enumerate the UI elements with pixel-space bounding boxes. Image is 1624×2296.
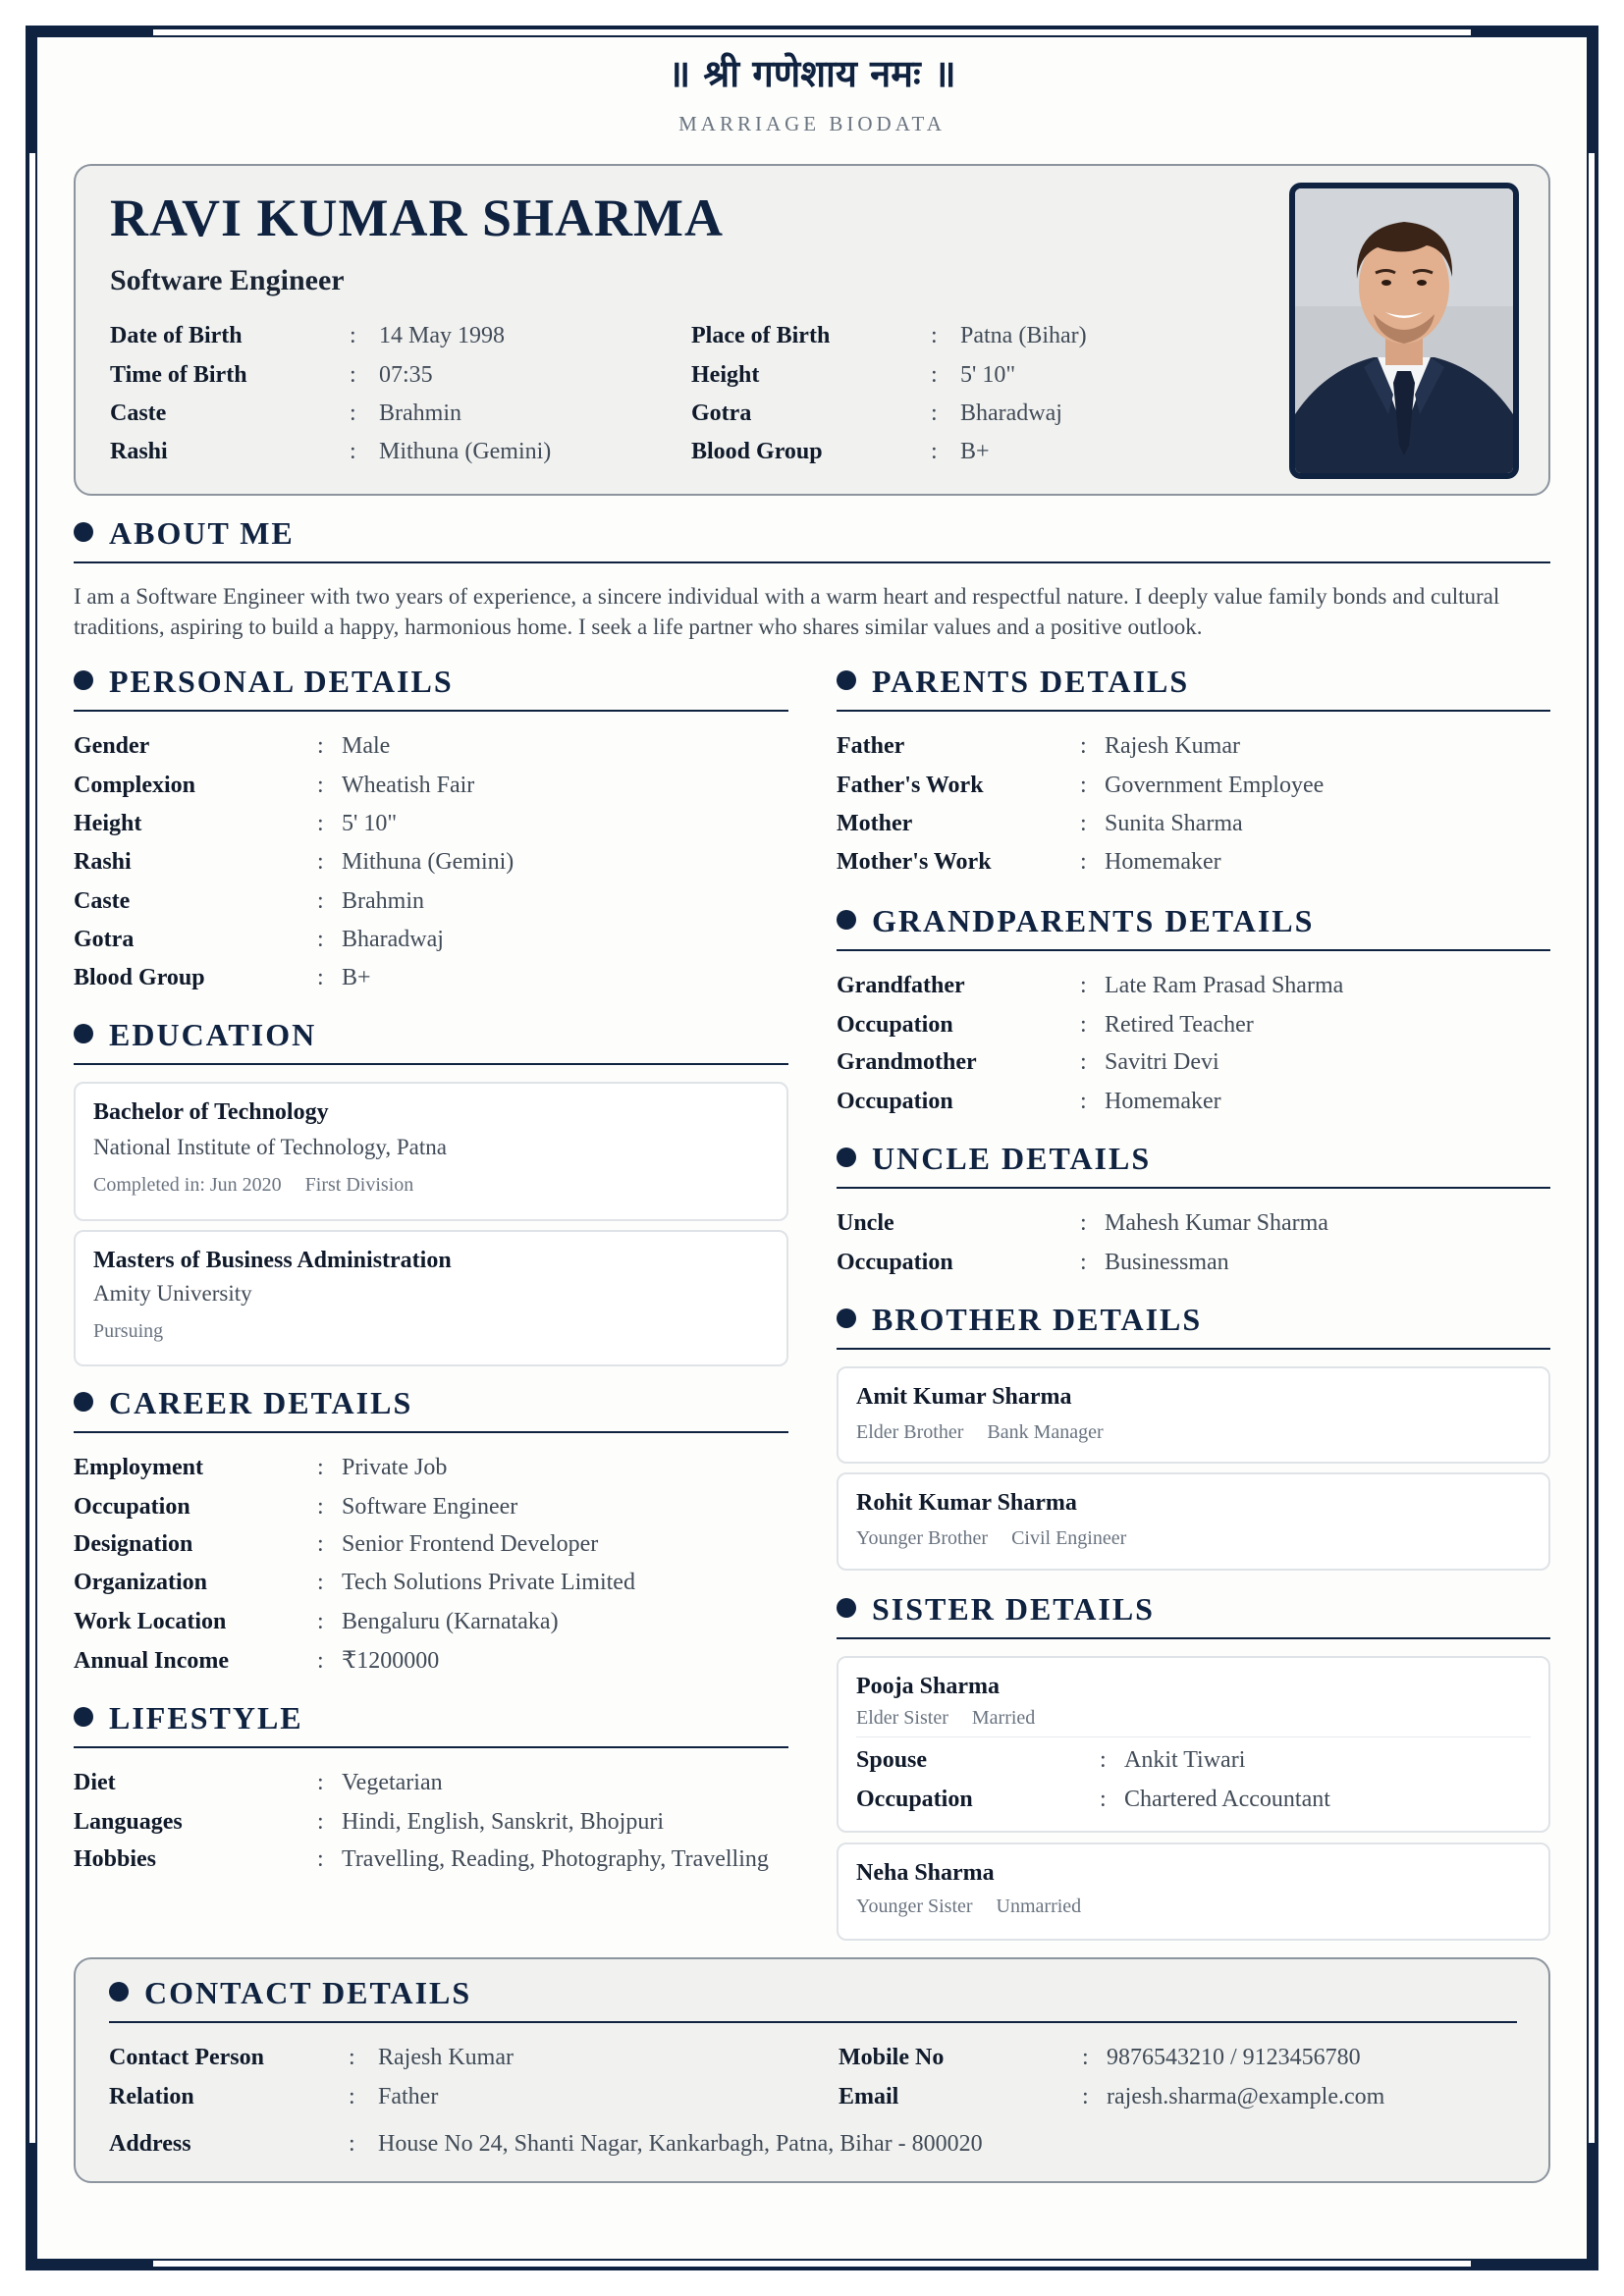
section-divider [74,1431,788,1433]
bullet-icon [74,522,93,542]
address-text: House No 24, Shanti Nagar, Kankarbagh, Patna, Bihar - 800020 [378,2131,983,2157]
field-label: Rashi [110,439,168,464]
bullet-icon [109,1982,129,2002]
section-title-contact: CONTACT DETAILS [109,1975,471,2010]
field-value: 5' 10" [960,362,1016,388]
section-title-about: ABOUT ME [74,515,295,551]
field-value: Bharadwaj [960,400,1062,426]
sibling-name: Pooja Sharma [856,1674,1000,1699]
education-card [74,1082,788,1221]
field-value: 14 May 1998 [379,323,505,348]
profile-photo [1289,183,1519,479]
bullet-icon [837,670,856,690]
section-divider [837,1637,1550,1639]
about-paragraph: I am a Software Engineer with two years of experience, a sincere individual with a warm heart and respectful nature. I deeply value family bonds and cultural traditions, aspiring to build a happy, harmonious home. I seek a life partner who shares similar values and a positive outlook. [74,584,1500,639]
bullet-icon [74,670,93,690]
candidate-name: RAVI KUMAR SHARMA [110,188,725,247]
section-title-lifestyle: LIFESTYLE [74,1700,303,1735]
email-address: rajesh.sharma@example.com [1107,2084,1385,2109]
sibling-meta: Younger Brother Civil Engineer [856,1527,1127,1549]
degree-title: Bachelor of Technology [93,1099,329,1125]
portrait-image [1295,188,1513,473]
corner-ornament [1589,2143,1598,2270]
field-label: Caste [110,400,167,426]
sibling-card [837,1366,1550,1464]
degree-title: Masters of Business Administration [93,1248,452,1273]
section-title-parents: PARENTS DETAILS [837,664,1189,699]
bullet-icon [74,1707,93,1727]
sibling-name: Rohit Kumar Sharma [856,1490,1077,1516]
section-title-uncle: UNCLE DETAILS [837,1141,1151,1176]
section-title-personal: PERSONAL DETAILS [74,664,454,699]
sibling-meta: Elder Sister Married [856,1707,1036,1729]
section-title-brothers: BROTHER DETAILS [837,1302,1202,1337]
section-title-sisters: SISTER DETAILS [837,1591,1155,1627]
section-divider [837,1348,1550,1350]
sibling-card: Pooja Sharma Elder Sister Married Spouse : Ankit Tiwari Occupation : Chartered Accountant [837,1656,1550,1833]
field-value: 07:35 [379,362,433,388]
sibling-card [837,1842,1550,1941]
field-label: Date of Birth [110,323,243,348]
section-divider [74,561,1550,563]
education-meta: Pursuing [93,1320,164,1342]
corner-ornament [1471,2261,1598,2270]
section-divider [74,1746,788,1748]
field-value: Mithuna (Gemini) [379,439,552,464]
bullet-icon [837,1598,856,1618]
field-label: Gotra [691,400,752,426]
field-value: Brahmin [379,400,461,426]
bullet-icon [837,910,856,930]
education-card [74,1230,788,1366]
institute-name: Amity University [93,1281,252,1306]
section-title-grandparents: GRANDPARENTS DETAILS [837,903,1314,938]
section-divider [837,949,1550,951]
field-label: Blood Group [691,439,823,464]
profile-row [110,357,247,393]
section-divider [837,710,1550,712]
corner-ornament [26,2261,153,2270]
contact-card: CONTACT DETAILS Contact Person : Rajesh Kumar Relation : Father Mobile No : 9876543210 / 9123456780 Email : rajesh.sharma@example.com Address : House No 24, Shanti Nagar, Kankarbagh, Patna, Bihar - 800020 [74,1957,1550,2183]
sibling-meta: Elder Brother Bank Manager [856,1421,1104,1443]
bullet-icon [74,1392,93,1412]
section-divider [837,1187,1550,1189]
profile-row [110,434,168,469]
mobile-number: 9876543210 / 9123456780 [1107,2045,1361,2070]
bullet-icon [74,1024,93,1043]
field-value: Patna (Bihar) [960,323,1087,348]
sibling-name: Amit Kumar Sharma [856,1384,1072,1410]
document-subtitle: MARRIAGE BIODATA [678,112,946,135]
biodata-page: ॥ श्री गणेशाय नमः ॥ MARRIAGE BIODATA RAVI KUMAR SHARMA Software Engineer Date of Birth Time of Birth Caste Rashi : : : : 14 May 1998 07:35 Brahmin Mithuna (Gemini) Place of Birth Height Gotra Blood Group : : : : Patna (Bihar) 5' 10" Bharadwaj B+ ABOUT ME I am a Software Engineer with two years of experience, a sincere individual with a warm heart and respectful nature. I deeply value family bonds and cultural traditions, aspiring to build a happy, harmonious home. I seek a life partner who shares similar values and a positive outlook. PERSONAL DETAILS Gender : Male Complexion : Wheatish Fair Height : 5' 10" Rashi : Mithuna (Gemini) Caste : Brahmin Gotra : Bharadwaj Blood Group : B+ EDUCATION Bachelor of Technology National Institute of Technology, Patna Completed in: Jun 2020 First Division Masters of Business Administration Amity University Pursuing CAREER DETAILS Employment : Private Job Occupation : Software Engineer Designation : Senior Frontend Developer Organization : Tech Solutions Private Limited Work Location : Bengaluru (Karnataka) Annual Income : ₹1200000 LIFESTYLE Diet : Vegetarian Languages : Hindi, English, Sanskrit, Bhojpuri Hobbies : Travelling, Reading, Photography, Travelling PARENTS DETAILS Father : Rajesh Kumar Father's Work : Government Employee Mother : Sunita Sharma Mother's Work : Homemaker GRANDPARENTS DETAILS Grandfather : Late Ram Prasad Sharma Occupation : Retired Teacher Grandmother : Savitri Devi Occupation : Homemaker UNCLE DETAILS Uncle : Mahesh Kumar Sharma Occupation : Businessman BROTHER DETAILS Amit Kumar Sharma Elder Brother Bank Manager Rohit Kumar Sharma Younger Brother Civil Engineer SISTER DETAILS Pooja Sharma Elder Sister Married Spouse : Ankit Tiwari Occupation : Chartered Accountant Neha Sharma Younger Sister Unmarried CONTACT DETAILS Contact Person : Rajesh Kumar Relation : Father Mobile No : 9876543210 / 9123456780 Email : rajesh.sharma@example.com Address : House No 24, Shanti Nagar, Kankarbagh, Patna, Bihar - 800020 [0,0,1624,2296]
sibling-meta: Younger Sister Unmarried [856,1896,1082,1917]
field-label: Height [691,362,760,388]
sibling-name: Neha Sharma [856,1860,995,1886]
bullet-icon [837,1308,856,1328]
profile-row [110,396,166,431]
bullet-icon [837,1148,856,1167]
field-value: B+ [960,439,990,464]
section-divider [74,710,788,712]
profile-card: RAVI KUMAR SHARMA Software Engineer Date of Birth Time of Birth Caste Rashi : : : : 14 May 1998 07:35 Brahmin Mithuna (Gemini) Place of Birth Height Gotra Blood Group : : : : Patna (Bihar) 5' 10" Bharadwaj B+ [74,164,1550,496]
corner-ornament [26,26,153,35]
invocation-heading: ॥ श्री गणेशाय नमः ॥ [668,52,956,95]
card-divider [856,1736,1531,1737]
sibling-card [837,1472,1550,1571]
candidate-profession: Software Engineer [110,264,345,296]
section-title-education: EDUCATION [74,1017,316,1052]
education-meta: Completed in: Jun 2020 First Division [93,1174,414,1196]
section-divider [74,1063,788,1065]
section-title-career: CAREER DETAILS [74,1385,412,1420]
corner-ornament [26,2143,35,2270]
field-label: Time of Birth [110,362,247,388]
section-divider [109,2021,1517,2023]
field-label: Place of Birth [691,323,831,348]
corner-ornament [1471,26,1598,35]
institute-name: National Institute of Technology, Patna [93,1135,447,1159]
profile-row [110,318,243,353]
